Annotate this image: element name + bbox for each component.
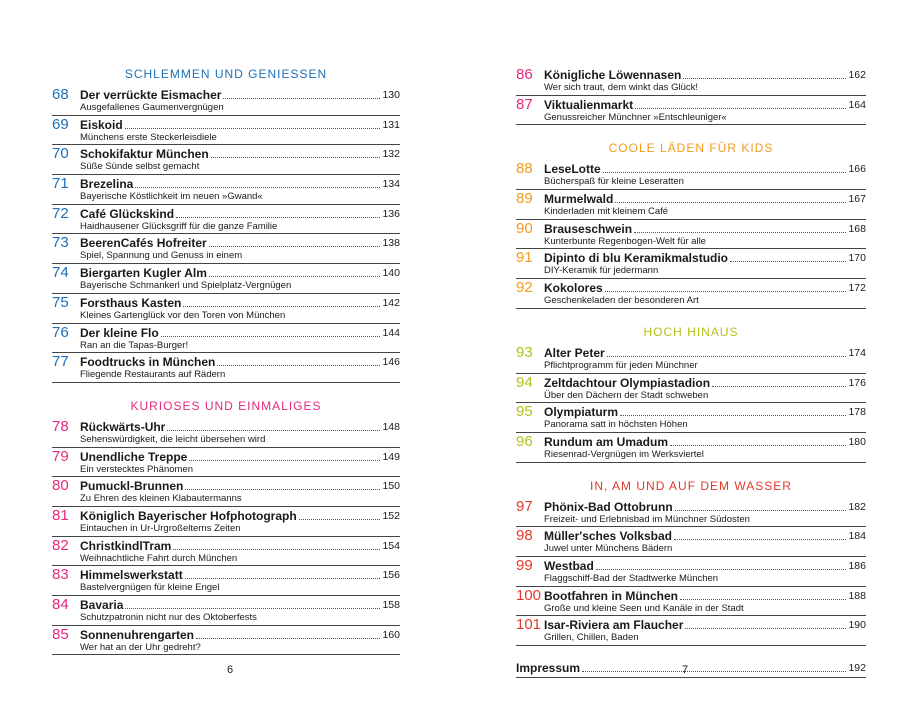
entry-title: Isar-Riviera am Flaucher — [544, 618, 684, 633]
toc-entry[interactable] — [516, 66, 866, 96]
entry-title-row — [80, 420, 400, 434]
dot-leader — [185, 578, 381, 579]
entry-title: LeseLotte — [544, 162, 601, 177]
entry-title-row — [544, 500, 866, 514]
entry-title: Der kleine Flo — [80, 325, 159, 340]
entry-title-row — [544, 281, 866, 295]
page-number-right: 7 — [681, 664, 689, 676]
entry-title: Rückwärts-Uhr — [80, 419, 166, 434]
entry-title-row — [80, 326, 400, 340]
dot-leader — [615, 202, 846, 203]
entry-number: 78 — [52, 417, 69, 435]
entry-page-number: 188 — [848, 589, 866, 602]
dot-leader — [596, 569, 847, 570]
toc-entry[interactable] — [516, 527, 866, 557]
entry-subtitle: Wer sich traut, dem winkt das Glück! — [544, 82, 698, 93]
entry-subtitle: Geschenkeladen der besonderen Art — [544, 295, 699, 307]
toc-entry[interactable] — [52, 537, 400, 567]
entry-page-number: 166 — [848, 163, 866, 176]
entry-number: 87 — [516, 95, 533, 113]
entry-title: Müller'sches Volksbad — [544, 529, 673, 544]
toc-list-hoch-hinaus — [516, 344, 866, 463]
entry-title-row — [544, 376, 866, 390]
entry-page-number: 134 — [382, 178, 400, 191]
toc-entry[interactable] — [516, 587, 866, 617]
dot-leader — [605, 291, 847, 292]
toc-entry[interactable] — [516, 160, 866, 190]
entry-title: Kokolores — [544, 281, 603, 296]
dot-leader — [211, 157, 381, 158]
dot-leader — [730, 261, 846, 262]
section-heading: COOLE LÄDEN FÜR KIDS — [608, 141, 774, 156]
toc-entry[interactable] — [516, 557, 866, 587]
toc-entry[interactable] — [52, 234, 400, 264]
entry-number: 82 — [52, 536, 69, 554]
page-number-left: 6 — [226, 664, 234, 676]
entry-page-number: 152 — [382, 509, 400, 522]
entry-page-number: 158 — [382, 599, 400, 611]
entry-page-number: 184 — [848, 530, 866, 543]
entry-page-number: 142 — [382, 296, 400, 309]
dot-leader — [582, 671, 846, 672]
entry-title-row — [80, 598, 400, 612]
toc-entry[interactable] — [52, 353, 400, 383]
entry-subtitle: Über den Dächern der Stadt schweben — [544, 389, 709, 401]
dot-leader — [620, 415, 846, 416]
entry-title-row — [80, 509, 400, 523]
entry-subtitle: Flaggschiff-Bad der Stadtwerke München — [544, 572, 719, 584]
entry-page-number: 178 — [848, 406, 866, 419]
dot-leader — [683, 78, 846, 79]
entry-page-number: 164 — [848, 98, 866, 111]
entry-number: 68 — [52, 86, 69, 103]
toc-list-wasser — [516, 498, 866, 646]
entry-title-row — [80, 88, 400, 102]
entry-number: 97 — [516, 497, 533, 515]
left-page — [52, 0, 400, 655]
dot-leader — [183, 306, 380, 307]
entry-title: BeerenCafés Hofreiter — [80, 236, 207, 251]
dot-leader — [125, 128, 381, 129]
entry-number: 74 — [52, 264, 69, 282]
toc-list-coole-laeden — [516, 160, 866, 308]
dot-leader — [635, 108, 846, 109]
entry-title-row — [80, 628, 400, 642]
entry-title-row — [80, 450, 400, 464]
entry-title: Café Glückskind — [80, 206, 175, 221]
entry-title-row — [544, 222, 866, 236]
toc-entry[interactable] — [52, 566, 400, 596]
entry-subtitle: Haidhausener Glücksgriff für die ganze Familie — [80, 220, 278, 232]
dot-leader — [712, 386, 846, 387]
dot-leader — [196, 638, 380, 639]
entry-title: Königliche Löwennasen — [544, 68, 682, 82]
entry-title-row — [80, 568, 400, 582]
entry-title: Murmelwald — [544, 192, 614, 207]
entry-title-row — [544, 435, 866, 449]
dot-leader — [607, 356, 847, 357]
entry-page-number: 180 — [848, 435, 866, 448]
entry-page-number: 148 — [382, 420, 400, 433]
entry-title: Königlich Bayerischer Hofphotograph — [80, 508, 297, 523]
toc-entry[interactable] — [52, 264, 400, 294]
entry-subtitle: Münchens erste Steckerleisdiele — [80, 131, 217, 143]
entry-title: Olympiaturm — [544, 405, 619, 420]
entry-page-number: 170 — [848, 252, 866, 265]
toc-entry[interactable] — [516, 96, 866, 126]
entry-subtitle: DIY-Keramik für jedermann — [544, 265, 659, 277]
entry-title-row — [80, 177, 400, 191]
toc-entry[interactable] — [52, 626, 400, 656]
entry-title: Bootfahren in München — [544, 588, 678, 603]
entry-title: Biergarten Kugler Alm — [80, 266, 207, 281]
entry-title: Impressum — [516, 661, 581, 675]
dot-leader — [176, 217, 380, 218]
entry-page-number: 140 — [382, 267, 400, 280]
entry-subtitle: Kleines Gartenglück vor den Toren von München — [80, 309, 286, 321]
entry-page-number: 149 — [382, 450, 400, 463]
entry-page-number: 162 — [848, 69, 866, 81]
entry-subtitle: Zu Ehren des kleinen Klabautermanns — [80, 493, 242, 505]
dot-leader — [634, 232, 846, 233]
entry-title-row — [80, 236, 400, 250]
entry-number: 93 — [516, 343, 533, 361]
entry-subtitle: Kinderladen mit kleinem Café — [544, 206, 669, 218]
dot-leader — [675, 510, 847, 511]
entry-number: 92 — [516, 279, 533, 297]
entry-title: Foodtrucks in München — [80, 355, 216, 370]
entry-subtitle: Bayerische Köstlichkeit im neuen »Gwand« — [80, 191, 263, 203]
dot-leader — [209, 246, 381, 247]
entry-number: 75 — [52, 293, 69, 311]
entry-title: Brauseschwein — [544, 221, 633, 236]
entry-title-row — [544, 68, 866, 82]
entry-page-number: 168 — [848, 222, 866, 235]
dot-leader — [223, 98, 380, 99]
entry-number: 99 — [516, 556, 533, 574]
entry-page-number: 192 — [848, 662, 866, 674]
entry-number: 80 — [52, 477, 69, 495]
toc-entry[interactable] — [52, 116, 400, 146]
entry-page-number: 154 — [382, 539, 400, 552]
dot-leader — [185, 489, 380, 490]
entry-subtitle: Weihnachtliche Fahrt durch München — [80, 552, 238, 564]
entry-page-number: 130 — [382, 89, 400, 101]
toc-entry[interactable] — [52, 477, 400, 507]
entry-number: 96 — [516, 432, 533, 450]
entry-title: Forsthaus Kasten — [80, 295, 182, 310]
entry-page-number: 132 — [382, 148, 400, 161]
entry-title-row — [544, 559, 866, 573]
entry-number: 84 — [52, 596, 69, 613]
entry-title: Sonnenuhrengarten — [80, 627, 195, 642]
entry-number: 98 — [516, 527, 533, 545]
entry-subtitle: Ausgefallenes Gaumenvergnügen — [80, 102, 224, 113]
entry-title: Westbad — [544, 558, 594, 573]
dot-leader — [603, 172, 847, 173]
toc-entry[interactable] — [52, 596, 400, 626]
entry-subtitle: Schutzpatronin nicht nur des Oktoberfests — [80, 612, 257, 623]
entry-number: 79 — [52, 447, 69, 465]
entry-number: 85 — [52, 625, 69, 643]
toc-entry[interactable] — [516, 616, 866, 646]
dot-leader — [674, 539, 846, 540]
toc-entry[interactable] — [52, 86, 400, 116]
dot-leader — [189, 460, 380, 461]
entry-subtitle: Spiel, Spannung und Genuss in einem — [80, 250, 243, 262]
toc-entry[interactable] — [52, 294, 400, 324]
entry-title: Dipinto di blu Keramikmalstudio — [544, 251, 729, 266]
entry-number: 101 — [516, 616, 542, 634]
toc-entry[interactable] — [52, 324, 400, 354]
entry-page-number: 174 — [848, 346, 866, 359]
entry-title: Bavaria — [80, 598, 124, 612]
dot-leader — [299, 519, 381, 520]
toc-entry[interactable] — [52, 507, 400, 537]
entry-title: Phönix-Bad Ottobrunn — [544, 499, 673, 514]
toc-entry[interactable] — [516, 220, 866, 250]
dot-leader — [161, 336, 381, 337]
entry-page-number: 176 — [848, 376, 866, 389]
entry-subtitle: Süße Sünde selbst gemacht — [80, 161, 200, 173]
entry-subtitle: Große und kleine Seen und Kanäle in der Stadt — [544, 602, 744, 614]
entry-number: 70 — [52, 145, 69, 163]
entry-number: 88 — [516, 160, 533, 178]
entry-subtitle: Wer hat an der Uhr gedreht? — [80, 641, 201, 653]
entry-page-number: 150 — [382, 480, 400, 493]
toc-entry[interactable] — [52, 145, 400, 175]
entry-subtitle: Riesenrad-Vergnügen im Werksviertel — [544, 448, 704, 460]
entry-title-row — [544, 589, 866, 603]
dot-leader — [685, 628, 846, 629]
toc-entry[interactable] — [516, 498, 866, 528]
right-page — [516, 0, 866, 678]
dot-leader — [135, 187, 380, 188]
entry-title: Viktualienmarkt — [544, 97, 634, 112]
entry-title: Schokifaktur München — [80, 147, 209, 162]
entry-number: 90 — [516, 219, 533, 237]
entry-title: Alter Peter — [544, 345, 605, 360]
section-heading: IN, AM UND AUF DEM WASSER — [590, 478, 792, 493]
entry-title-row — [80, 147, 400, 161]
entry-title-row — [80, 355, 400, 369]
section-heading: KURIOSES UND EINMALIGES — [130, 398, 322, 413]
entry-title-row — [80, 539, 400, 553]
dot-leader — [173, 549, 380, 550]
entry-title: Der verrückte Eismacher — [80, 88, 222, 102]
entry-title: Rundum am Umadum — [544, 434, 669, 449]
entry-number: 89 — [516, 190, 533, 208]
entry-number: 72 — [52, 204, 69, 222]
entry-subtitle: Freizeit- und Erlebnisbad im Münchner Südosten — [544, 513, 750, 525]
entry-subtitle: Sehenswürdigkeit, die leicht übersehen wird — [80, 433, 266, 445]
entry-number: 73 — [52, 234, 69, 252]
entry-page-number: 172 — [848, 282, 866, 295]
dot-leader — [670, 445, 846, 446]
toc-entry[interactable] — [516, 279, 866, 309]
toc-entry[interactable] — [52, 418, 400, 448]
entry-page-number: 144 — [382, 326, 400, 339]
entry-page-number: 186 — [848, 559, 866, 572]
entry-title: Eiskoid — [80, 117, 123, 132]
entry-subtitle: Panorama satt in höchsten Höhen — [544, 419, 688, 431]
toc-entry[interactable] — [516, 433, 866, 463]
entry-page-number: 136 — [382, 207, 400, 220]
dot-leader — [209, 276, 381, 277]
section-heading: SCHLEMMEN UND GENIESSEN — [124, 67, 328, 81]
toc-entry[interactable] — [516, 190, 866, 220]
entry-title-row — [80, 296, 400, 310]
entry-title-row — [80, 479, 400, 493]
entry-page-number: 190 — [848, 619, 866, 632]
toc-list-schlemmen — [52, 86, 400, 383]
entry-title-row — [544, 346, 866, 360]
dot-leader — [125, 608, 380, 609]
entry-subtitle: Fliegende Restaurants auf Rädern — [80, 369, 226, 381]
entry-number: 94 — [516, 373, 533, 391]
entry-title-row — [544, 618, 866, 632]
toc-entry[interactable] — [52, 448, 400, 478]
entry-title: Himmelswerkstatt — [80, 568, 183, 583]
entry-title-row — [544, 529, 866, 543]
entry-subtitle: Juwel unter Münchens Bädern — [544, 543, 673, 555]
entry-subtitle: Ein verstecktes Phänomen — [80, 463, 194, 475]
entry-title: Unendliche Treppe — [80, 449, 188, 464]
entry-title: Zeltdachtour Olympiastadion — [544, 375, 711, 390]
entry-title: Brezelina — [80, 177, 134, 192]
entry-title-row — [544, 405, 866, 419]
entry-number: 83 — [52, 566, 69, 584]
entry-title-row — [80, 266, 400, 280]
entry-subtitle: Grillen, Chillen, Baden — [544, 632, 639, 644]
entry-title-row — [80, 118, 400, 132]
entry-number: 95 — [516, 403, 533, 421]
entry-subtitle: Bayerische Schmankerl und Spielplatz-Vergnügen — [80, 280, 292, 292]
toc-list-kurioses — [52, 418, 400, 656]
entry-subtitle: Kunterbunte Regenbogen-Welt für alle — [544, 235, 706, 247]
entry-subtitle: Eintauchen in Ur-Urgroßelterns Zeiten — [80, 522, 241, 534]
toc-entry[interactable] — [516, 403, 866, 433]
toc-entry[interactable] — [516, 374, 866, 404]
entry-subtitle: Bastelvergnügen für kleine Engel — [80, 582, 220, 594]
toc-list-continued — [516, 66, 866, 125]
entry-page-number: 156 — [382, 569, 400, 582]
entry-title-row — [544, 98, 866, 112]
dot-leader — [217, 365, 380, 366]
entry-page-number: 160 — [382, 628, 400, 641]
entry-page-number: 182 — [848, 500, 866, 513]
entry-subtitle: Pflichtprogramm für jeden Münchner — [544, 359, 698, 371]
section-heading: HOCH HINAUS — [643, 324, 739, 339]
entry-number: 77 — [52, 353, 69, 371]
entry-number: 69 — [52, 115, 69, 133]
entry-page-number: 131 — [382, 118, 400, 131]
toc-entry[interactable] — [516, 344, 866, 374]
dot-leader — [680, 599, 846, 600]
entry-page-number: 146 — [382, 356, 400, 369]
toc-entry[interactable] — [52, 205, 400, 235]
entry-number: 86 — [516, 66, 533, 83]
entry-title-row — [80, 207, 400, 221]
toc-entry[interactable] — [516, 249, 866, 279]
entry-subtitle: Bücherspaß für kleine Leseratten — [544, 176, 684, 188]
entry-number: 76 — [52, 323, 69, 341]
entry-number: 71 — [52, 175, 69, 193]
entry-title: ChristkindlTram — [80, 538, 172, 553]
entry-number: 81 — [52, 506, 69, 524]
entry-title-row — [544, 192, 866, 206]
entry-subtitle: Ran an die Tapas-Burger! — [80, 339, 189, 351]
entry-number: 100 — [516, 586, 542, 604]
entry-title-row — [544, 162, 866, 176]
entry-title-row — [544, 251, 866, 265]
entry-subtitle: Genussreicher Münchner »Entschleuniger« — [544, 111, 727, 123]
entry-number: 91 — [516, 249, 533, 267]
toc-entry[interactable] — [52, 175, 400, 205]
entry-page-number: 167 — [848, 193, 866, 206]
entry-title: Pumuckl-Brunnen — [80, 479, 184, 494]
entry-page-number: 138 — [382, 237, 400, 250]
dot-leader — [167, 430, 380, 431]
